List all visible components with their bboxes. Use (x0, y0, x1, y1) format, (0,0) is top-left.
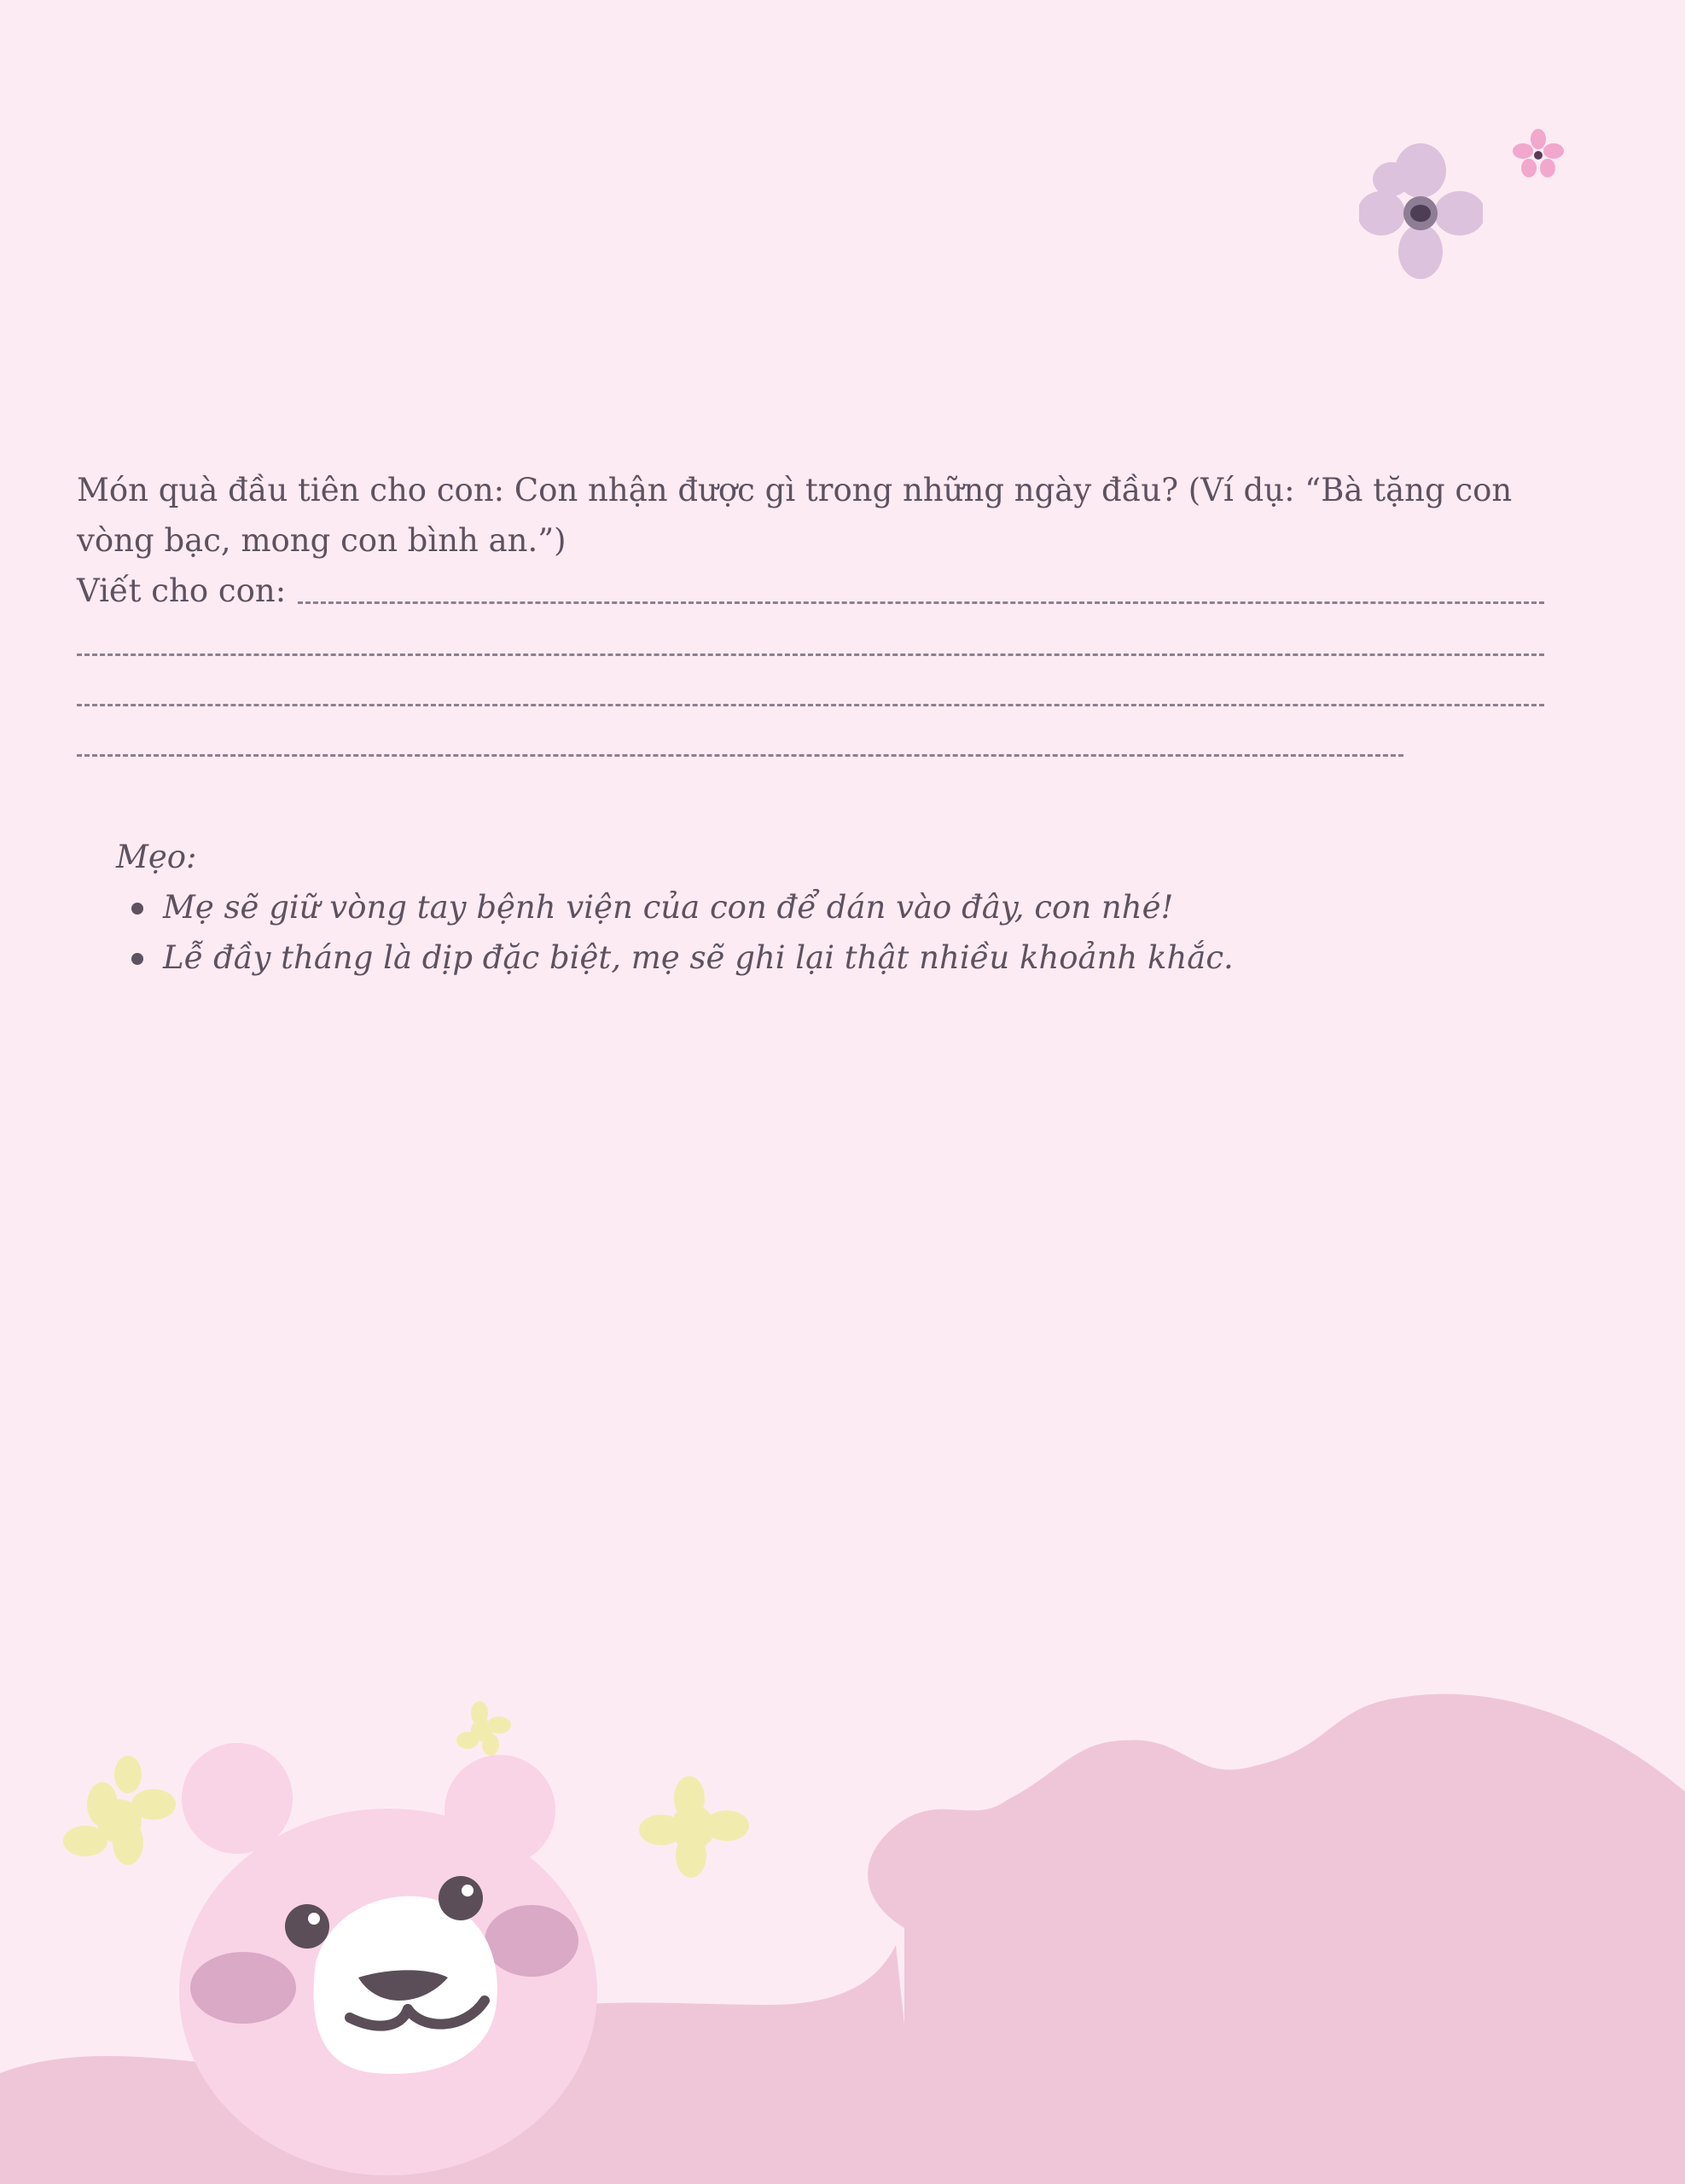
write-line[interactable] (77, 704, 1544, 706)
write-row (77, 566, 1544, 616)
tips-list (116, 882, 1396, 983)
star-flower-icon (456, 1701, 511, 1756)
star-flower-icon (639, 1776, 749, 1878)
prompt-section (77, 465, 1544, 757)
bottom-illustration (0, 1672, 1685, 2184)
tips-section (116, 832, 1396, 983)
write-line[interactable] (77, 653, 1544, 656)
star-flower-icon (63, 1756, 176, 1865)
small-flower-icon (1512, 128, 1565, 181)
bullet-icon (131, 903, 143, 915)
flower-icon (1359, 141, 1483, 282)
bullet-icon (131, 953, 143, 965)
write-line[interactable] (77, 754, 1403, 757)
write-line[interactable] (298, 601, 1544, 604)
write-label: Viết cho con: (77, 572, 287, 609)
bear-icon (179, 1743, 597, 2175)
wave-shape (868, 1694, 1685, 2184)
prompt-question: Món quà đầu tiên cho con: Con nhận được gì trong những ngày đầu? (Ví dụ: “Bà tặng con vòng bạc, mong con bình an.”) (77, 472, 1513, 559)
tip-item: Mẹ sẽ giữ vòng tay bệnh viện của con để dán vào đây, con nhé! (163, 882, 1396, 932)
tips-title: Mẹo: (116, 839, 197, 875)
tip-item: Lễ đầy tháng là dịp đặc biệt, mẹ sẽ ghi lại thật nhiều khoảnh khắc. (163, 932, 1396, 983)
